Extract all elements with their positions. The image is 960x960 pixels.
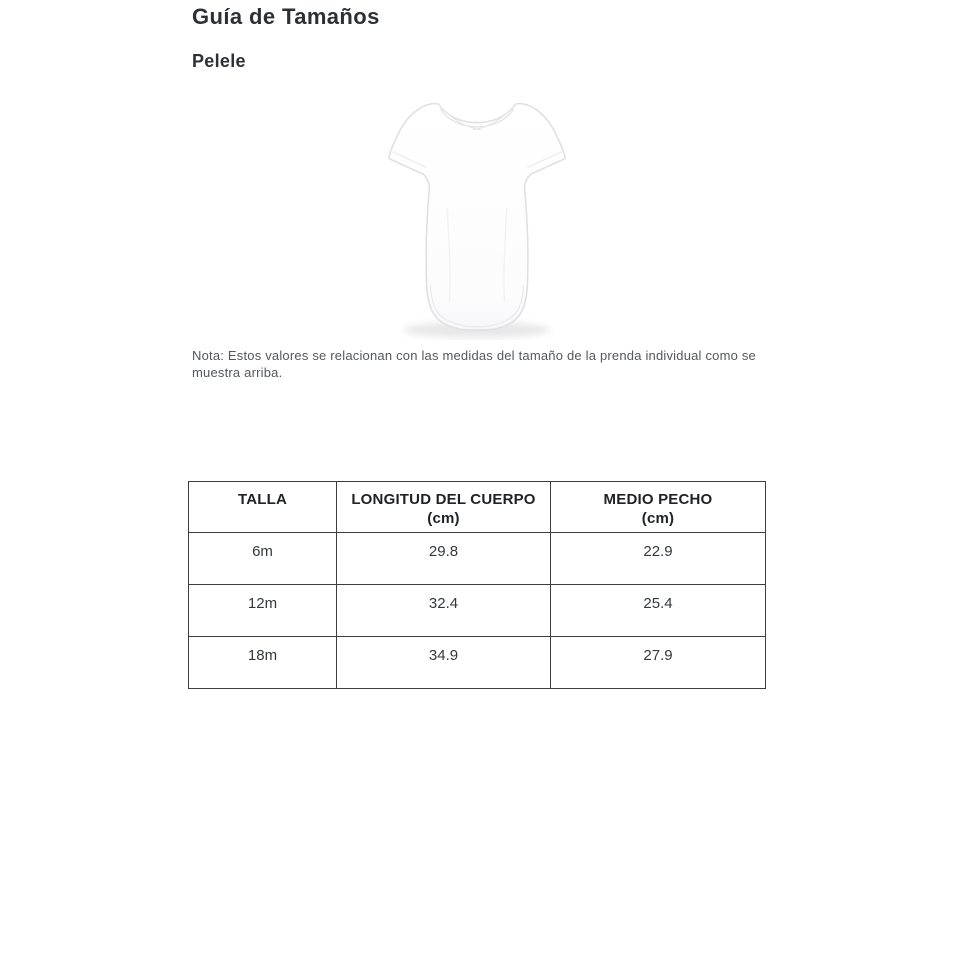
page-title: Guía de Tamaños bbox=[192, 4, 380, 29]
cell-talla: 12m bbox=[189, 585, 337, 637]
size-table bbox=[188, 481, 766, 689]
size-row-18m bbox=[189, 637, 766, 689]
size-row-12m bbox=[189, 585, 766, 637]
baby-bodysuit-illustration bbox=[378, 88, 576, 340]
column-header-label: TALLA bbox=[237, 491, 288, 508]
column-header-talla bbox=[189, 482, 337, 533]
size-row-6m bbox=[189, 533, 766, 585]
cell-longitud-cuerpo: 34.9 bbox=[337, 637, 551, 689]
cell-longitud-cuerpo: 32.4 bbox=[337, 585, 551, 637]
cell-medio-pecho: 22.9 bbox=[551, 533, 766, 585]
product-subtitle: Pelele bbox=[192, 51, 246, 71]
column-header-label: MEDIO PECHO bbox=[603, 491, 713, 508]
cell-longitud-cuerpo: 29.8 bbox=[337, 533, 551, 585]
column-header-unit: (cm) bbox=[427, 510, 460, 527]
note-text: Nota: Estos valores se relacionan con las medidas del tamaño de la prenda individual como se muestra arriba. bbox=[192, 348, 756, 380]
size-table-header-row bbox=[189, 482, 766, 533]
column-header-unit: (cm) bbox=[641, 510, 675, 527]
column-header-longitud-del-cuerpo bbox=[337, 482, 551, 533]
cell-talla: 6m bbox=[189, 533, 337, 585]
cell-medio-pecho: 27.9 bbox=[551, 637, 766, 689]
cell-medio-pecho: 25.4 bbox=[551, 585, 766, 637]
column-header-medio-pecho bbox=[551, 482, 766, 533]
product-image-baby-bodysuit bbox=[378, 88, 576, 340]
column-header-label: LONGITUD DEL CUERPO bbox=[351, 491, 536, 508]
cell-talla: 18m bbox=[189, 637, 337, 689]
